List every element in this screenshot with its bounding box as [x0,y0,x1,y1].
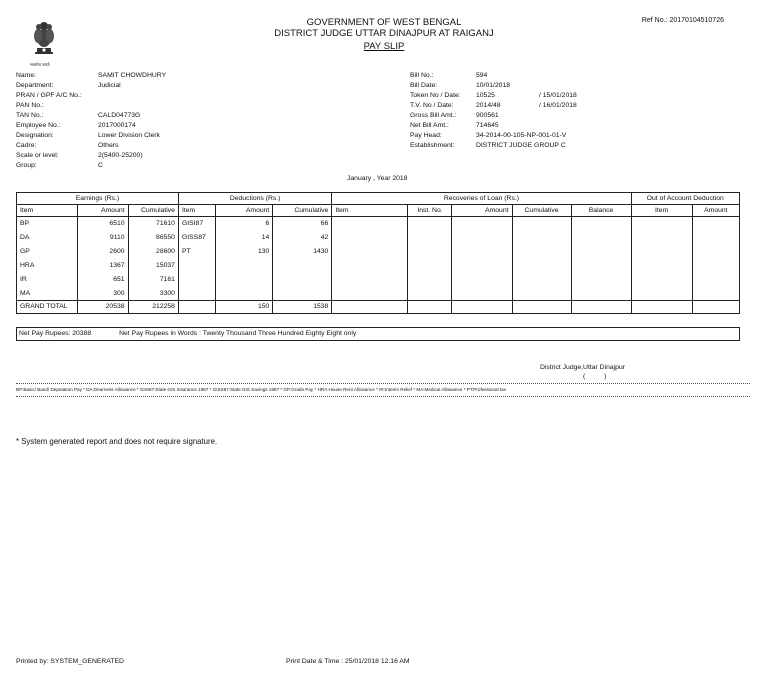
net-pay-label: Net Pay Rupees: [19,330,71,337]
info-value: 2(5400-25200) [98,152,143,159]
print-date-label: Print Date & Time : [286,658,344,665]
printed-by-label: Printed by: [16,658,49,665]
info-label: TAN No.: [16,112,44,119]
col-inst-no: Inst. No. [408,205,452,217]
info-value: Judicial [98,82,121,89]
earning-item: GP [17,245,78,259]
bill-label: Pay Head: [410,132,442,139]
net-pay-words-label: Net Pay Rupees in Words : [119,330,201,337]
bill-label: Gross Bill Amt.: [410,112,457,119]
earning-cumulative: 28600 [128,245,178,259]
earning-cumulative: 15037 [128,259,178,273]
bill-value: 34-2014-00-105-NP-001-01-V [476,132,567,139]
net-pay-row [16,327,740,341]
deduction-cumulative: 1430 [273,245,332,259]
col-amount: Amount [78,205,128,217]
grand-total-deduction-cumulative: 1538 [273,301,332,314]
print-date [286,658,410,665]
bill-label: Bill No.: [410,72,434,79]
info-label: Designation: [16,132,54,139]
header-government: GOVERNMENT OF WEST BENGAL [306,17,462,28]
col-item: Item [17,205,78,217]
info-value: Lower Division Clerk [98,132,160,139]
bill-label: Establishment: [410,142,455,149]
deduction-amount: 14 [216,231,273,245]
info-label: Group: [16,162,37,169]
pay-slip-table [16,192,740,314]
col-amount: Amount [216,205,273,217]
emblem-caption: सत्यमेव जयते [30,62,50,67]
system-note: * System generated report and does not require signature. [16,437,218,446]
deduction-item: GISS87 [178,231,216,245]
grand-total-row [17,301,740,314]
bill-value: 714645 [476,122,499,129]
earning-cumulative: 71610 [128,217,178,231]
table-row [17,273,740,287]
ref-value: 20170104510726 [669,17,724,24]
signatory-name: ( ) [583,373,607,380]
deduction-cumulative: 66 [273,217,332,231]
pay-slip-title: PAY SLIP [363,41,405,52]
info-label: Name: [16,72,37,79]
net-pay-value: 20388 [72,330,92,337]
bill-info-values [476,71,566,151]
info-value: C [98,162,103,169]
column-header-row [17,205,740,217]
table-row [17,259,740,273]
col-item: Item [178,205,216,217]
token-date: / 15/01/2018 [539,92,577,99]
col-item: Item [332,205,408,217]
bill-value: DISTRICT JUDGE GROUP C [476,142,566,149]
deduction-cumulative: 42 [273,231,332,245]
table-row [17,245,740,259]
bill-label: Token No / Date: [410,92,461,99]
printed-by [16,658,124,665]
bill-info [410,71,461,151]
earning-amount: 9110 [78,231,128,245]
earning-cumulative: 3300 [128,287,178,301]
divider [16,383,750,384]
bill-label: Net Bill Amt.: [410,122,449,129]
col-cumulative: Cumulative [128,205,178,217]
table-row [17,231,740,245]
info-value [98,101,166,111]
grand-total-earning-cumulative: 212258 [128,301,178,314]
ref-number [642,17,724,24]
info-label: Department: [16,82,54,89]
earning-amount: 1367 [78,259,128,273]
earning-cumulative: 86550 [128,231,178,245]
deduction-item: PT [178,245,216,259]
earning-item: DA [17,231,78,245]
header-office: DISTRICT JUDGE UTTAR DINAJPUR AT RAIGANJ [274,28,494,39]
employee-info [16,71,82,171]
net-pay-words: Twenty Thousand Three Hundred Eighty Eight only [202,330,357,337]
earnings-header: Earnings (Rs.) [17,193,179,205]
col-balance: Balance [571,205,631,217]
grand-total-earning-amount: 20538 [78,301,128,314]
col-amount: Amount [452,205,512,217]
divider [16,396,750,397]
info-value: CALD04773G [98,112,141,119]
employee-info-values [98,71,166,171]
bill-value: 900561 [476,112,499,119]
abbreviation-legend: BP:Basic/ Band/ Deputation Pay * DA:Dearness Allowance * GISI87:State GIS Insurance 1987 * GISS87:State GIS Savings 1987 * GP:Grade Pay * HRA:House Rent Allowance * IR:Interim Relief * MA:Medical Allowance * PT:Professional tax [16,387,506,392]
earning-cumulative: 7161 [128,273,178,287]
col-cumulative: Cumulative [512,205,571,217]
earning-amount: 651 [78,273,128,287]
info-label: Scale or level: [16,152,59,159]
col-cumulative: Cumulative [273,205,332,217]
info-label: Employee No.: [16,122,61,129]
info-label: PRAN / GPF A/C No.: [16,92,82,99]
earning-item: MA [17,287,78,301]
grand-total-deduction-amount: 150 [216,301,273,314]
earning-amount: 2600 [78,245,128,259]
earning-item: IR [17,273,78,287]
info-label: Cadre: [16,142,37,149]
deduction-amount: 130 [216,245,273,259]
pay-period: January , Year 2018 [347,175,408,182]
table-row [17,217,740,231]
earning-amount: 6510 [78,217,128,231]
info-value: Others [98,142,119,149]
deduction-amount: 6 [216,217,273,231]
deduction-item: GISI87 [178,217,216,231]
earning-item: HRA [17,259,78,273]
printed-by-value: SYSTEM_GENERATED [50,658,124,665]
info-value: 2017000174 [98,122,136,129]
table-row [17,287,740,301]
bill-label: T.V. No / Date: [410,102,454,109]
tv-date: / 16/01/2018 [539,102,577,109]
ref-label: Ref No.: [641,17,668,24]
bill-label: Bill Date: [410,82,438,89]
bill-value: 2014/48 [476,102,501,109]
col-item: Item [631,205,692,217]
out-of-account-header: Out of Account Deduction [631,193,739,205]
info-value: SAMIT CHOWDHURY [98,72,167,79]
info-label: PAN No.: [16,102,44,109]
deductions-header: Deductions (Rs.) [178,193,331,205]
signatory-title: District Judge,Uttar Dinajpur [540,364,625,371]
grand-total-label: GRAND TOTAL [17,301,78,314]
recoveries-header: Recoveries of Loan (Rs.) [332,193,631,205]
bill-value: 10525 [476,92,495,99]
header-title [0,41,768,52]
info-value [98,91,166,101]
group-header-row [17,193,740,205]
bill-value: 10/01/2018 [476,82,511,89]
print-date-value: 25/01/2018 12.16 AM [344,658,410,665]
earning-amount: 300 [78,287,128,301]
col-amount: Amount [692,205,739,217]
earning-item: BP [17,217,78,231]
bill-value: 594 [476,72,488,79]
